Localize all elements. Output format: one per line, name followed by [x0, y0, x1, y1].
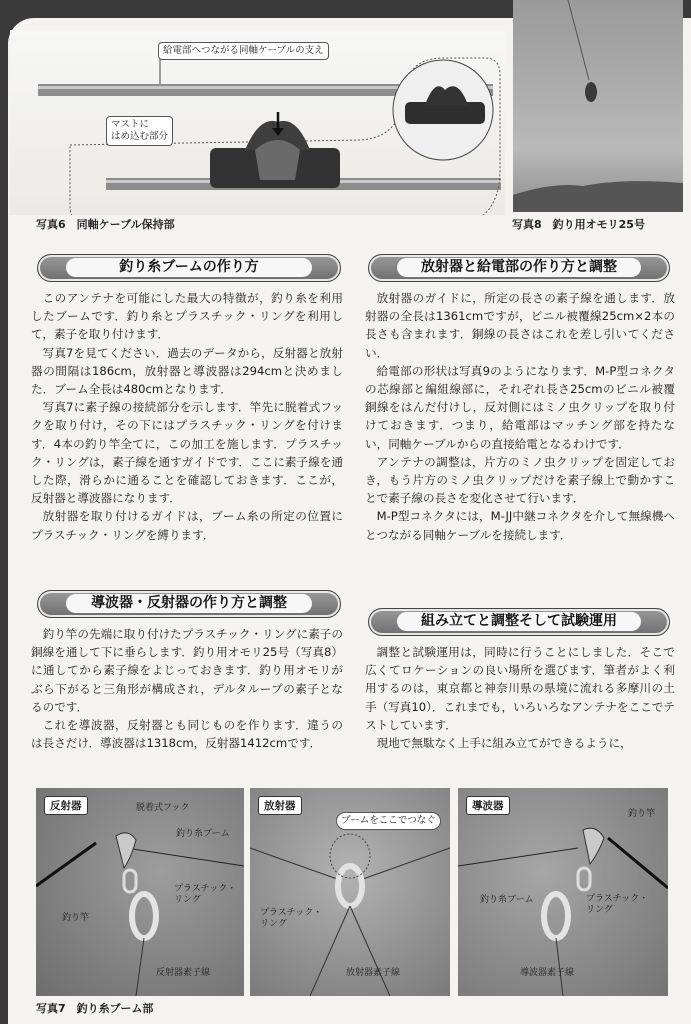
label-mast-fit: マストに はめ込む部分 [106, 116, 173, 146]
photo-8-drawing [513, 0, 683, 212]
label-plastic-ring: プラスチック・ リング [586, 894, 649, 915]
paragraph: これを導波器，反射器とも同じものを作ります．違うのは長さだけ．導波器は1318cm，反射器1412cmです． [31, 718, 343, 751]
label-coax-support: 給電部へつながる同軸ケーブルの支え [158, 42, 329, 60]
section-title-radiator-feed: 放射器と給電部の作り方と調整 [397, 258, 641, 277]
label-radiator-wire: 放射器素子線 [346, 968, 401, 978]
paragraph: 写真7に素子線の接続部分を示します．竿先に脱着式フックを取り付け，その下にはプラスチック・リングを付けます．4本の釣り竿全てに，この加工を施します．プラスチック・リングは，素子線を通すガイドです．ここに素子線を通した際，滑らかに通ることを確認しておきます．ここが，反射器と導波器になります． [31, 400, 343, 506]
tag-director: 導波器 [466, 796, 510, 815]
label-director-wire: 導波器素子線 [520, 968, 575, 978]
paragraph: 放射器を取り付けるガイドは，ブーム糸の所定の位置にプラスチック・リングを縛ります． [31, 509, 343, 542]
paragraph: 釣り竿の先端に取り付けたプラスチック・リングに素子の銅線を通して下に垂らします．釣り用オモリ25号（写真8）に通してから素子線をよじっておきます．釣り用オモリがぶら下がると三角形が構成され，デルタループの素子となるのです． [31, 627, 343, 714]
paragraph: 調整と試験運用は，同時に行うことにしました．そこで広くてロケーションの良い場所を選びます．筆者がよく利用するのは，東京都と神奈川県の県境に流れる多摩川の土手（写真10）．これまでも，いろいろなアンテナをここでテストしています． [365, 645, 675, 732]
paragraph: このアンテナを可能にした最大の特徴が，釣り糸を利用したブームです．釣り糸とプラスチック・リングを利用して，素子を取り付けます． [31, 291, 343, 342]
section-heading-assembly [368, 608, 670, 636]
section-title-boom: 釣り糸ブームの作り方 [66, 258, 312, 277]
section-body-radiator-feed [365, 289, 675, 544]
photo-7-panel-reflector [36, 788, 244, 996]
label-fishing-line-boom: 釣り糸ブーム [480, 895, 534, 905]
label-fishing-rod: 釣り竿 [62, 913, 90, 923]
section-body-director-reflector [31, 625, 343, 752]
paragraph: 写真7を見てください．過去のデータから，反射器と放射器の間隔は186cm，放射器と導波器は294cmと決めました．ブーム全長は480cmとなります． [31, 345, 343, 397]
photo-8-caption: 写真8 釣り用オモリ25号 [512, 218, 645, 231]
photo-7-panel-director [458, 788, 668, 996]
label-detachable-hook: 脱着式フック [136, 803, 190, 813]
paragraph: アンテナの調整は，片方のミノ虫クリップを固定しておき，もう片方のミノ虫クリップだけを素子線上で動かすことで素子線の長さを変化させて行います． [365, 454, 675, 506]
section-heading-boom [37, 254, 341, 282]
tag-radiator: 放射器 [258, 796, 302, 815]
paragraph: 給電部の形状は写真9のようになります．M-P型コネクタの芯線部と編組線部に，それぞれ長さ25cmのビニル被覆銅線をはんだ付けし，反対側にはミノ虫クリップを取り付けておきます．つまり，給電部はマッチング部を持たない，同軸ケーブルからの直接給電となるわけです． [365, 363, 675, 451]
photo-6 [10, 30, 505, 215]
paragraph: 現地で無駄なく上手に組み立てができるように， [376, 736, 632, 751]
label-plastic-ring: プラスチック・ リング [260, 908, 323, 929]
paragraph: M-P型コネクタには，M-JJ中継コネクタを介して無線機へとつながる同軸ケーブルを接続します． [365, 509, 675, 542]
label-fishing-rod: 釣り竿 [628, 809, 656, 819]
photo-8 [513, 0, 683, 212]
label-reflector-wire: 反射器素子線 [156, 968, 211, 978]
section-heading-radiator-feed [368, 254, 670, 282]
label-plastic-ring: プラスチック・ リング [174, 884, 237, 905]
photo-7-panel-radiator [250, 788, 450, 996]
section-title-director-reflector: 導波器・反射器の作り方と調整 [66, 594, 312, 613]
tag-reflector: 反射器 [44, 796, 88, 815]
label-boom-join: ブームをここでつなぐ [336, 812, 441, 830]
section-heading-director-reflector [37, 590, 341, 618]
section-body-boom [31, 289, 343, 544]
section-body-assembly [365, 643, 675, 752]
label-fishing-line-boom: 釣り糸ブーム [176, 829, 230, 839]
photo-6-caption: 写真6 同軸ケーブル保持部 [36, 218, 175, 231]
photo-7-caption: 写真7 釣り糸ブーム部 [36, 1002, 154, 1015]
section-title-assembly: 組み立てと調整そして試験運用 [397, 612, 641, 631]
paragraph: 放射器のガイドに，所定の長さの素子線を通します．放射器の全長は1361cmですが，ビニル被覆線25cm×2本の長さも含まれます．銅線の長さはこれを差し引いてください． [365, 291, 675, 360]
